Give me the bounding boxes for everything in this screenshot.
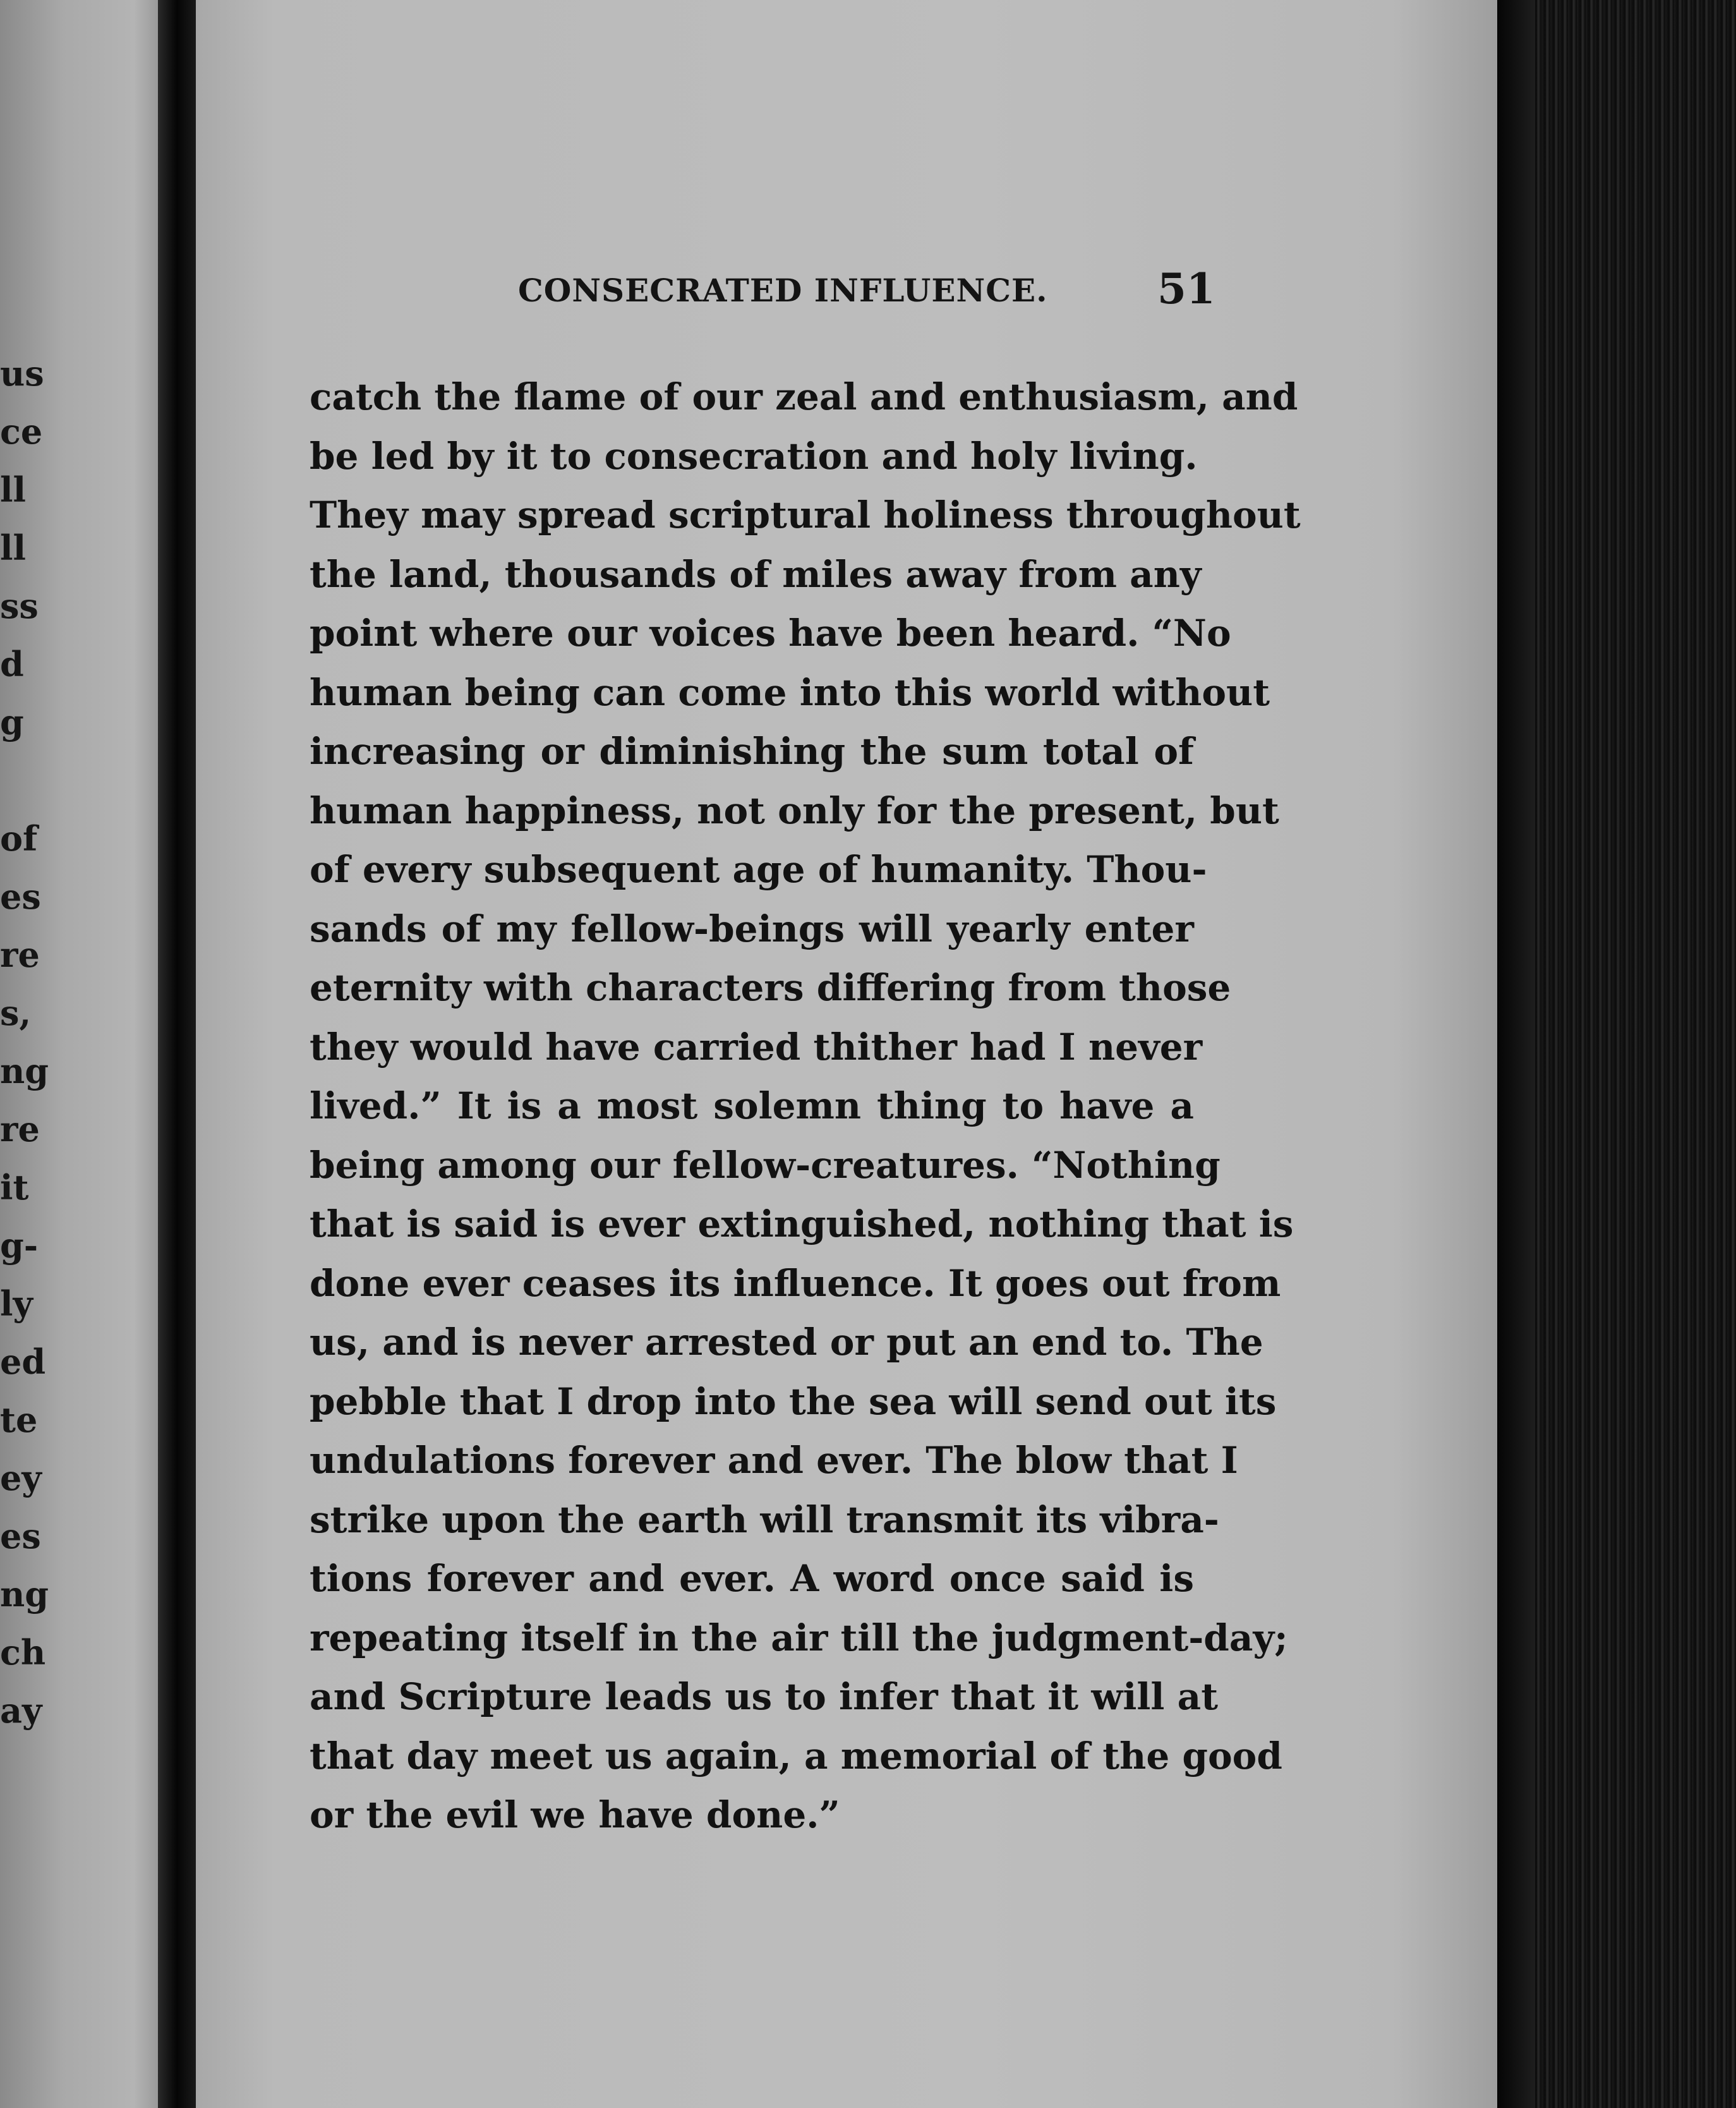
text-line: being among our fellow-creatures. “Nothing bbox=[310, 1143, 1221, 1187]
left-page-fragment: es bbox=[0, 876, 41, 917]
text-line: the land, thousands of miles away from any bbox=[310, 552, 1202, 596]
text-line: catch the flame of our zeal and enthusiasm, and bbox=[310, 375, 1298, 418]
running-head: CONSECRATED INFLUENCE. bbox=[518, 272, 1048, 309]
left-page-fragment: re bbox=[0, 1109, 40, 1149]
text-line: that is said is ever extinguished, nothing that is bbox=[310, 1202, 1294, 1245]
text-line: sands of my fellow-beings will yearly enter bbox=[310, 907, 1194, 950]
text-line: increasing or diminishing the sum total of bbox=[310, 730, 1194, 773]
left-page-fragment: es bbox=[0, 1516, 41, 1556]
left-page-fragment: ed bbox=[0, 1342, 46, 1382]
page-stack-edge bbox=[1497, 0, 1736, 2108]
text-line: they would have carried thither had I never bbox=[310, 1025, 1203, 1069]
left-page-fragment: ng bbox=[0, 1051, 49, 1091]
text-line: tions forever and ever. A word once said is bbox=[310, 1557, 1194, 1600]
left-page-fragment: te bbox=[0, 1400, 38, 1440]
left-page-fragment: ly bbox=[0, 1283, 33, 1324]
text-line: and Scripture leads us to infer that it will at bbox=[310, 1675, 1218, 1718]
text-line: strike upon the earth will transmit its vibra- bbox=[310, 1498, 1219, 1541]
left-page-fragment: ch bbox=[0, 1632, 46, 1673]
left-page-fragment: of bbox=[0, 818, 38, 859]
text-line: They may spread scriptural holiness throughout bbox=[310, 494, 1301, 536]
left-page-fragment: s, bbox=[0, 993, 32, 1033]
left-page-fragment: g- bbox=[0, 1225, 39, 1266]
left-page-fragment: it bbox=[0, 1167, 29, 1208]
text-line: human being can come into this world without bbox=[310, 670, 1270, 714]
text-line: done ever ceases its influence. It goes out from bbox=[310, 1261, 1281, 1305]
page-number: 51 bbox=[1157, 264, 1215, 313]
left-page-fragment: ay bbox=[0, 1690, 42, 1731]
text-line: pebble that I drop into the sea will send out its bbox=[310, 1379, 1277, 1423]
body-text bbox=[310, 368, 1301, 1845]
text-line: human happiness, not only for the present, but bbox=[310, 789, 1279, 832]
text-line: us, and is never arrested or put an end to. The bbox=[310, 1321, 1263, 1364]
text-line: undulations forever and ever. The blow that I bbox=[310, 1439, 1238, 1482]
text-line: eternity with characters differing from those bbox=[310, 966, 1231, 1009]
left-page-fragment: d bbox=[0, 644, 24, 684]
left-page-fragment: ll bbox=[0, 469, 27, 510]
left-page-fragment: ss bbox=[0, 586, 39, 626]
text-line: be led by it to consecration and holy living. bbox=[310, 434, 1198, 478]
text-line: lived.” It is a most solemn thing to have a bbox=[310, 1084, 1194, 1127]
left-page-fragment: ce bbox=[0, 411, 43, 452]
left-page-fragment: g bbox=[0, 702, 24, 742]
left-page-fragment: re bbox=[0, 935, 40, 975]
left-page-fragment: ll bbox=[0, 528, 27, 568]
left-page-fragment: ng bbox=[0, 1574, 49, 1614]
text-line: of every subsequent age of humanity. Thou- bbox=[310, 848, 1207, 891]
text-line: or the evil we have done.” bbox=[310, 1793, 840, 1836]
text-line: repeating itself in the air till the judgment-day; bbox=[310, 1616, 1288, 1659]
left-page-fragment bbox=[0, 751, 38, 809]
left-page-fragment: ey bbox=[0, 1458, 42, 1498]
left-page-fragment: us bbox=[0, 353, 44, 394]
left-page-text-fragments bbox=[0, 344, 49, 1740]
book-gutter bbox=[158, 0, 196, 2108]
text-line: that day meet us again, a memorial of the good bbox=[310, 1734, 1282, 1778]
left-facing-page bbox=[0, 0, 158, 2108]
text-line: point where our voices have been heard. “No bbox=[310, 612, 1231, 655]
